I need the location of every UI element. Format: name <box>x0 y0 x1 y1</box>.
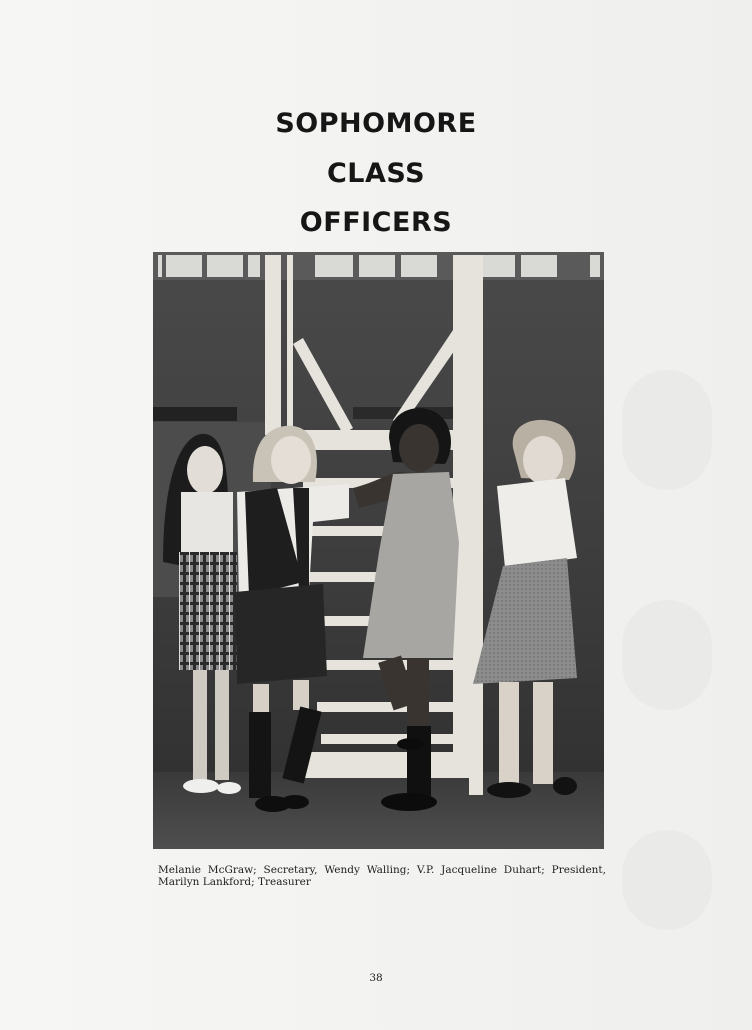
bleed-through-shadow <box>622 370 712 490</box>
page-title-line-3: OFFICERS <box>299 207 453 238</box>
bleed-through-shadow <box>622 600 712 710</box>
photo-caption: Melanie McGraw; Secretary, Wendy Walling; V.P. Jacqueline Duhart; President, Marilyn Lankford; Treasurer <box>158 864 606 888</box>
bleed-through-shadow <box>622 830 712 930</box>
class-officers-photo <box>153 252 604 849</box>
page-number: 38 <box>369 972 383 984</box>
page-title-line-1: SOPHOMORE <box>275 108 477 139</box>
page-title-line-2: CLASS <box>326 158 426 189</box>
